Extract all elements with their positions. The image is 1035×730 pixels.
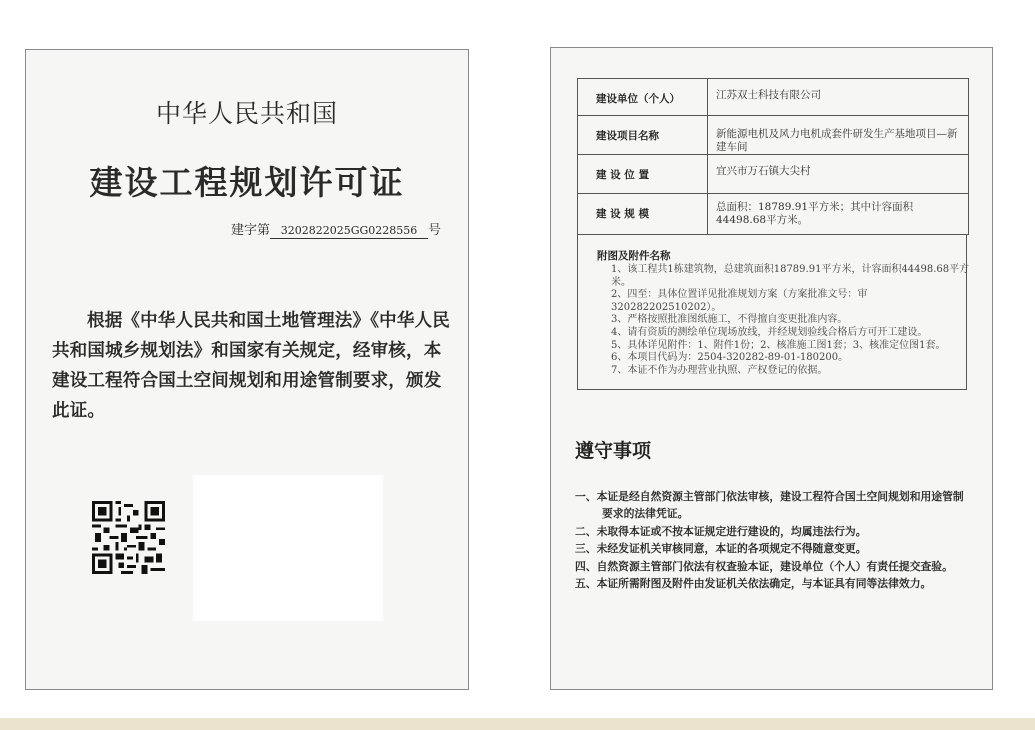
list-item: 6、本项目代码为：2504-320282-89-01-180200。 <box>611 352 849 364</box>
row-label: 建设单位（个人） <box>578 79 708 116</box>
permit-details-page <box>550 47 993 690</box>
list-item: 1、该工程共1栋建筑物，总建筑面积18789.91平方米，计容面积44498.68平方米。 <box>611 264 970 288</box>
list-item: 7、本证不作为办理营业执照、产权登记的依据。 <box>611 364 828 376</box>
notice-list <box>575 488 969 592</box>
permit-suffix: 号 <box>428 223 442 238</box>
list-item: 三、未经发证机关审核同意，本证的各项规定不得随意变更。 <box>575 542 867 556</box>
row-value: 新能源电机及风力电机成套件研发生产基地项目—新建车间 <box>708 116 969 155</box>
list-item: 4、请有资质的测绘单位现场放线，并经规划验线合格后方可开工建设。 <box>611 326 928 338</box>
row-label: 建 设 位 置 <box>578 155 708 194</box>
qr-code-icon <box>92 501 165 574</box>
row-label: 建设项目名称 <box>578 116 708 155</box>
issuance-statement: 根据《中华人民共和国土地管理法》《中华人民共和国城乡规划法》和国家有关规定，经审核，本建设工程符合国土空间规划和用途管制要求，颁发此证。 <box>52 311 450 421</box>
row-value: 宜兴市万石镇大尖村 <box>708 155 969 194</box>
background-strip <box>0 718 1035 730</box>
list-item: 四、自然资源主管部门依法有权查验本证，建设单位（个人）有责任提交查验。 <box>575 559 953 573</box>
list-item: 五、本证所需附图及附件由发证机关依法确定，与本证具有同等法律效力。 <box>575 577 932 591</box>
document-title: 建设工程规划许可证 <box>89 163 405 202</box>
list-item: 5、具体详见附件：1、附件1份；2、核准施工图1套；3、核准定位图1套。 <box>611 339 946 351</box>
permit-number: 3202822025GG0228556 <box>270 224 428 239</box>
row-value: 江苏双士科技有限公司 <box>708 79 969 116</box>
notice-title: 遵守事项 <box>575 440 652 462</box>
annex-list <box>611 264 971 377</box>
table-row <box>578 194 969 235</box>
list-item: 2、四至：具体位置详见批准规划方案（方案批准文号：审320282202510202）。 <box>611 289 868 313</box>
table-row <box>578 116 969 155</box>
permit-cover-page <box>25 49 469 690</box>
permit-prefix: 建字第 <box>231 223 271 238</box>
annex-title: 附图及附件名称 <box>597 250 671 262</box>
table-row <box>578 79 969 116</box>
country-name: 中华人民共和国 <box>155 99 338 128</box>
list-item: 3、严格按照批准图纸施工，不得擅自变更批准内容。 <box>611 314 848 326</box>
permit-number-line <box>231 219 441 239</box>
row-label: 建 设 规 模 <box>578 194 708 235</box>
list-item: 二、未取得本证或不按本证规定进行建设的，均属违法行为。 <box>575 524 867 538</box>
redacted-area <box>193 475 383 621</box>
project-info-table <box>577 78 969 235</box>
table-row <box>578 155 969 194</box>
row-value: 总面积：18789.91平方米；其中计容面积44498.68平方米。 <box>708 194 969 235</box>
list-item: 一、本证是经自然资源主管部门依法审核，建设工程符合国土空间规划和用途管制要求的法律凭证。 <box>575 490 964 521</box>
